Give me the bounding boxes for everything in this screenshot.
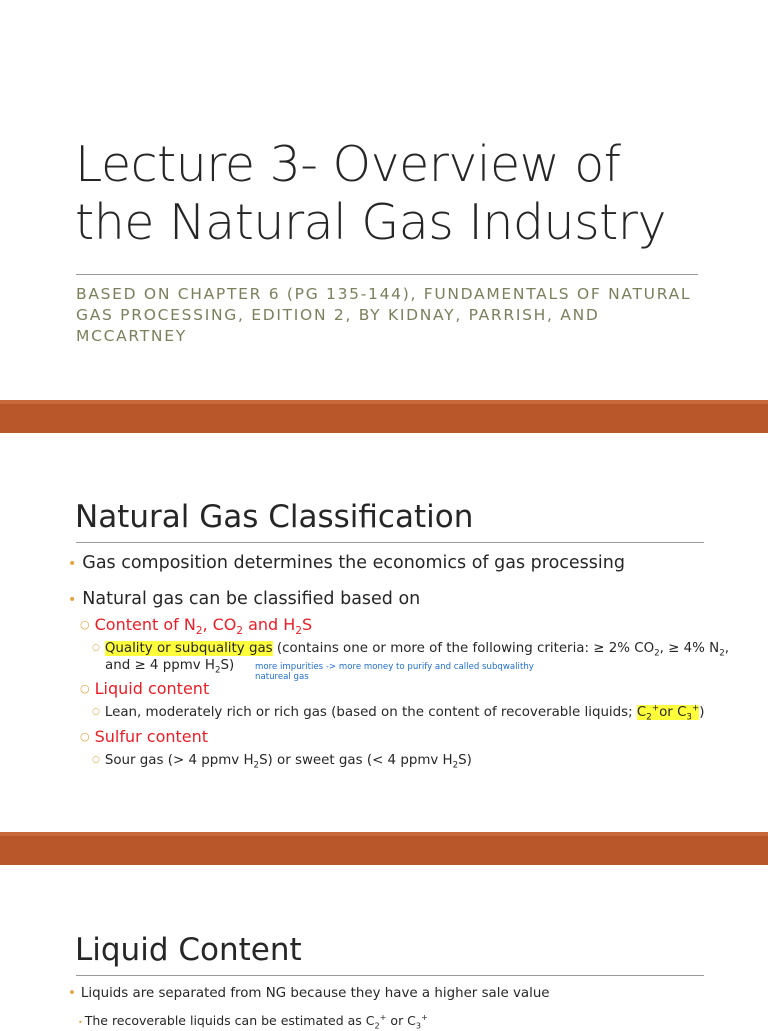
liquids-separated-bullet: • Liquids are separated from NG because they have a higher sale value	[68, 986, 550, 1001]
bullet-marker: •	[68, 592, 77, 608]
slide-3-title: Liquid Content	[75, 932, 302, 968]
slide-separator-1-edge	[0, 400, 768, 404]
lean-rich-item: ○ Lean, moderately rich or rich gas (based on the content of recoverable liquids; $C_2^+or$ $C_3^+$)	[92, 703, 705, 723]
slide-3-title-divider	[76, 975, 704, 976]
c2-c3-highlight: $C_2^+or$ $C_3^+$	[636, 703, 700, 723]
subtitle-line-1: BASED ON CHAPTER 6 (PG 135-144), FUNDAMENTALS OF NATURAL	[76, 285, 692, 303]
slide-separator-1	[0, 400, 768, 433]
slide-1-title	[75, 136, 725, 252]
sour-sweet-item: ○ Sour gas (> 4 ppmv $H_2S$) or sweet gas (< 4 ppmv $H_2S$)	[92, 753, 472, 771]
slide-2-title-divider	[76, 542, 704, 543]
quality-gas-item-line-2: and ≥ 4 ppmv $H_2S$)	[105, 658, 235, 676]
sub-bullet-marker: ○	[92, 707, 100, 717]
sub-bullet-marker: ○	[80, 682, 90, 695]
quality-gas-highlight: Quality or subquality gas	[104, 641, 273, 656]
sub-liquid-content: ○ Liquid content	[80, 679, 210, 698]
slide-1-subtitle	[76, 284, 696, 347]
title-line-1: Lecture 3- Overview of	[75, 136, 621, 193]
slide-3	[0, 865, 768, 1031]
sub-bullet-marker: ○	[80, 618, 90, 631]
handwritten-note: more impurities -> more money to purify and called subqwalithy natureal gas	[255, 662, 534, 682]
subtitle-line-3: MCCARTNEY	[76, 327, 187, 345]
slide-separator-2-edge	[0, 832, 768, 836]
sub-sulfur-content: ○ Sulfur content	[80, 727, 209, 746]
quality-gas-item: ○ Quality or subquality gas (contains one or more of the following criteria: ≥ 2% $CO_2$, ≥ 4% $N_2$,	[92, 641, 729, 659]
slide-separator-2	[0, 832, 768, 865]
sub-bullet-marker: ○	[92, 755, 100, 765]
recoverable-liquids-bullet: • The recoverable liquids can be estimated as $C_2^+$ or $C_3^+$	[78, 1011, 428, 1031]
slide-1	[0, 0, 768, 400]
sub-bullet-marker: ○	[92, 643, 100, 653]
sub-content-n2-co2-h2s: ○ Content of $N_2$, $CO_2$ and $H_2S$	[80, 615, 313, 638]
bullet-classified: • Natural gas can be classified based on	[68, 589, 421, 609]
bullet-composition: • Gas composition determines the economics of gas processing	[68, 553, 625, 573]
bullet-marker: •	[68, 556, 77, 572]
title-divider	[76, 274, 698, 275]
title-line-2: the Natural Gas Industry	[75, 194, 666, 251]
slide-2-title: Natural Gas Classification	[75, 499, 474, 535]
slide-2	[0, 433, 768, 832]
sub-bullet-marker: ○	[80, 730, 90, 743]
subtitle-line-2: GAS PROCESSING, EDITION 2, BY KIDNAY, PARRISH, AND	[76, 306, 600, 324]
